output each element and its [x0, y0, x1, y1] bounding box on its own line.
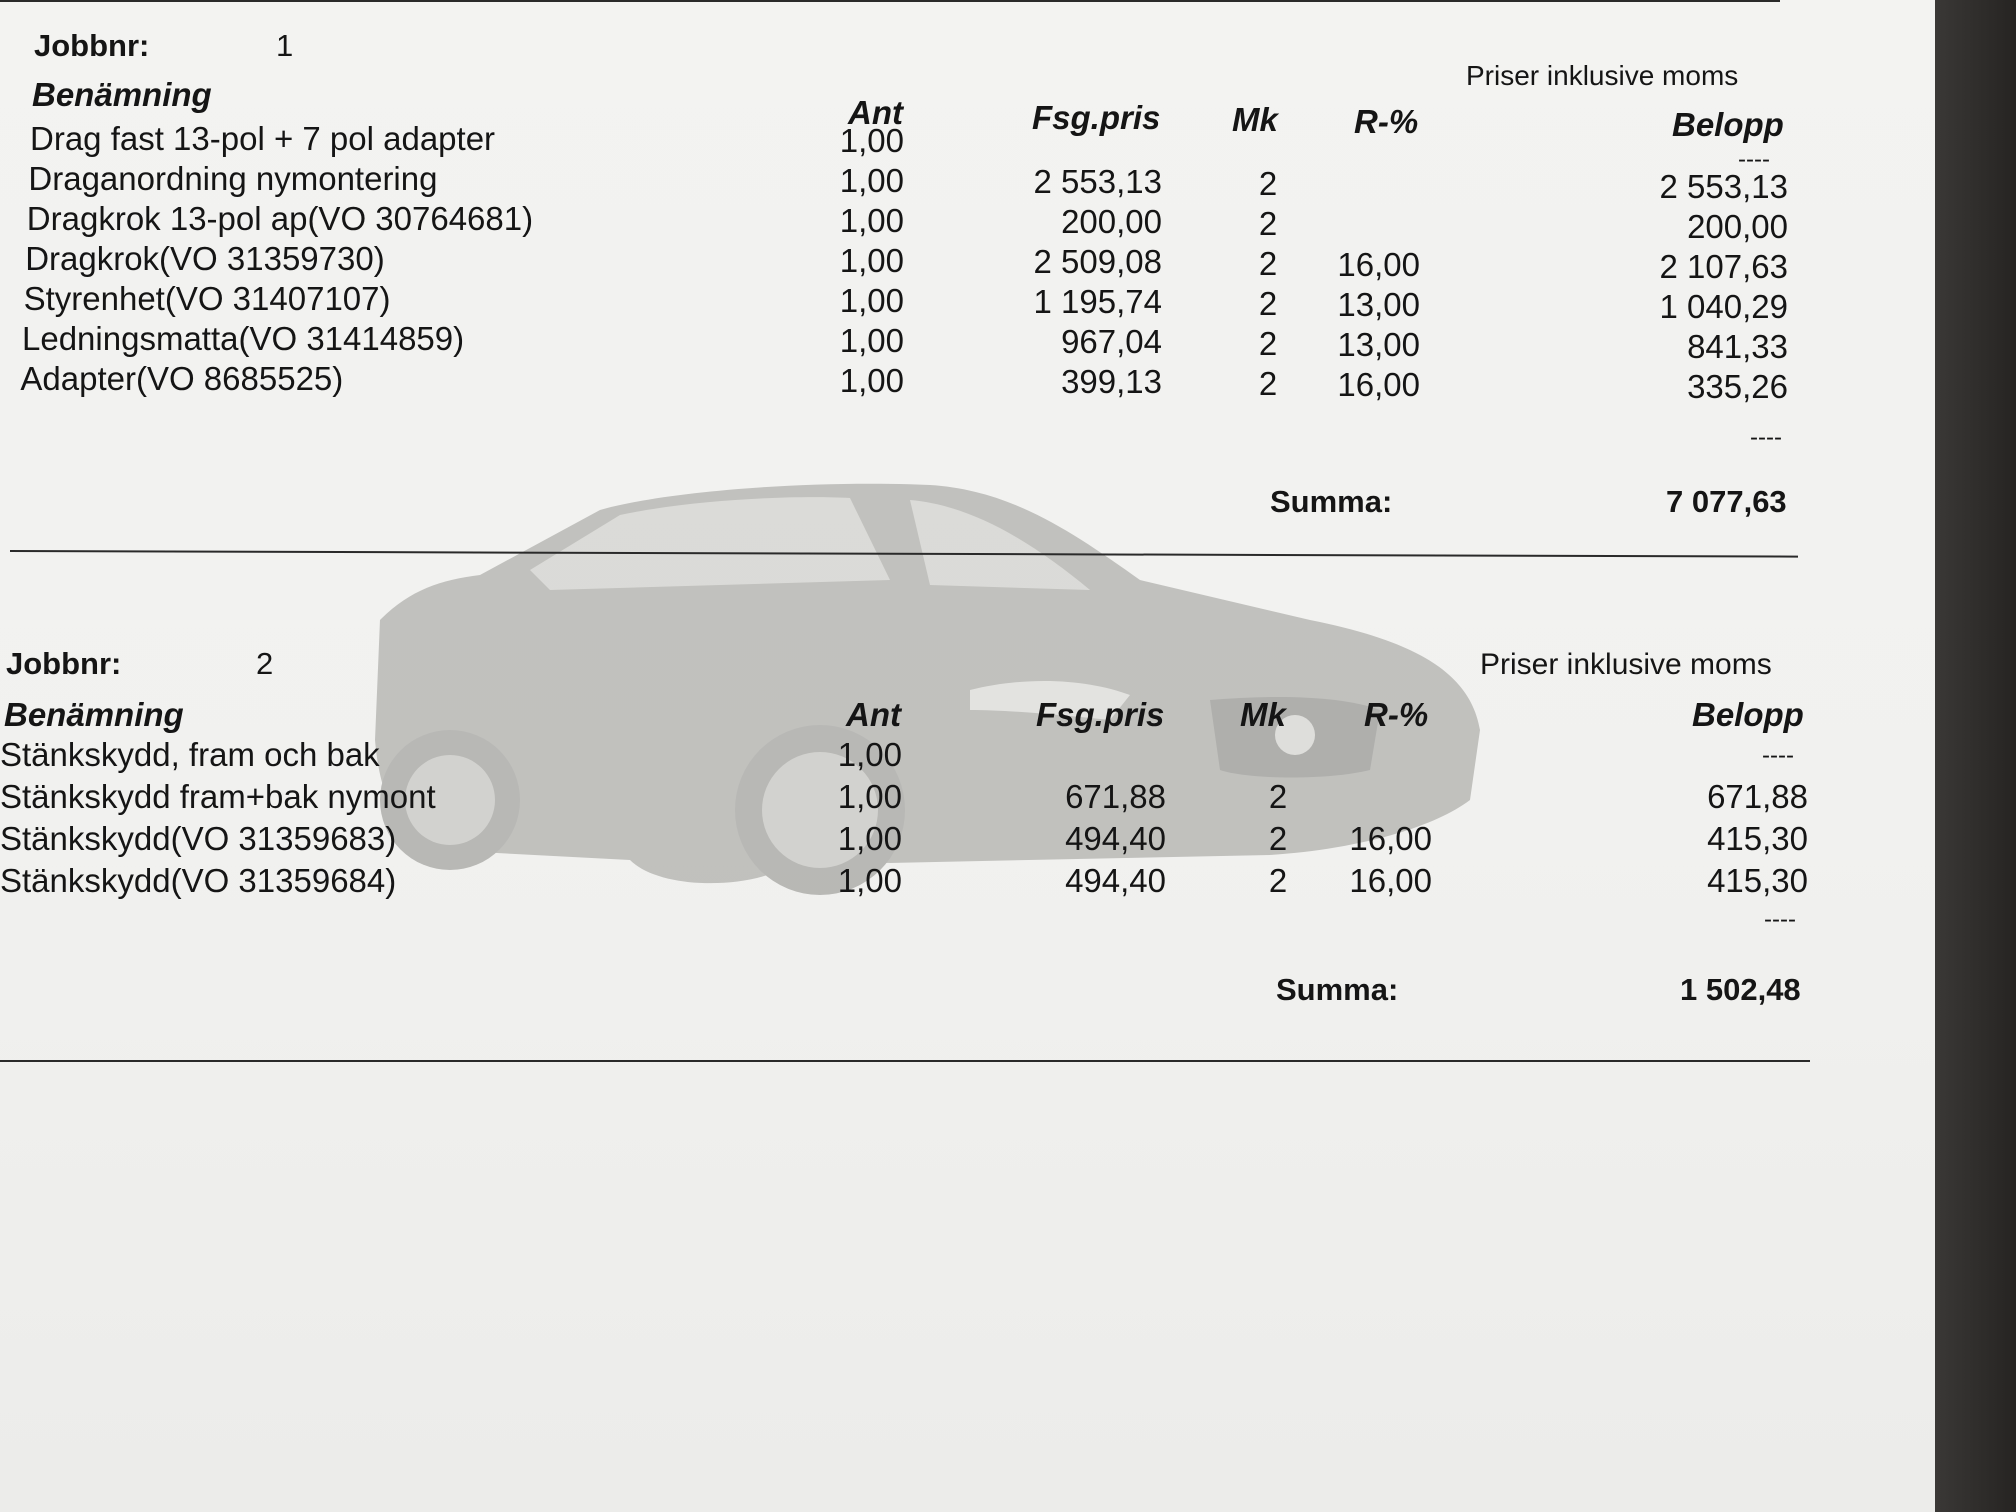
job2-price-note: Priser inklusive moms — [1480, 648, 1772, 681]
item-name: Stänkskydd(VO 31359683) — [0, 820, 397, 857]
top-rule — [0, 0, 1780, 2]
item-name: Dragkrok(VO 31359730) — [25, 240, 385, 277]
item-belopp: 415,30 — [1707, 820, 1808, 857]
item-name: Adapter(VO 8685525) — [20, 360, 344, 397]
job1-header-benamning: Benämning — [32, 76, 212, 113]
job2-summa-label: Summa: — [1276, 972, 1399, 1007]
job1-header-fsg-pris: Fsg.pris — [1032, 99, 1161, 136]
job1-header-r-pct: R-% — [1354, 103, 1419, 140]
item-belopp: 2 107,63 — [1659, 247, 1788, 285]
background-table-edge — [1935, 0, 2016, 1512]
item-belopp: 415,30 — [1707, 862, 1808, 899]
item-mk: 2 — [1258, 324, 1278, 362]
item-name: Drag fast 13-pol + 7 pol adapter — [30, 120, 496, 157]
item-fsg-pris: 2 553,13 — [1033, 163, 1162, 200]
item-r-pct: 16,00 — [1349, 862, 1432, 899]
item-mk: 2 — [1268, 820, 1288, 857]
item-mk: 2 — [1258, 284, 1278, 322]
job1-summa-value: 7 077,63 — [1666, 484, 1787, 519]
job1-price-note: Priser inklusive moms — [1466, 60, 1739, 91]
job2-summa-value: 1 502,48 — [1680, 972, 1801, 1007]
item-belopp: 841,33 — [1687, 327, 1788, 365]
job2-header-belopp: Belopp — [1692, 696, 1804, 733]
item-mk: 2 — [1258, 164, 1278, 202]
item-belopp: 200,00 — [1687, 207, 1788, 245]
item-ant: 1,00 — [839, 361, 904, 399]
item-ant: 1,00 — [837, 778, 902, 815]
item-mk: 2 — [1268, 778, 1288, 815]
item-name: Styrenhet(VO 31407107) — [23, 280, 391, 317]
job2-jobbnr-label: Jobbnr: — [6, 646, 122, 681]
item-fsg-pris: 967,04 — [1061, 323, 1162, 360]
item-r-pct: 13,00 — [1337, 326, 1420, 363]
item-r-pct: 16,00 — [1349, 820, 1432, 857]
item-fsg-pris: 200,00 — [1061, 203, 1162, 240]
job1-total-dash: ---- — [1750, 424, 1782, 451]
item-ant: 1,00 — [839, 281, 904, 319]
item-belopp: 1 040,29 — [1659, 287, 1788, 325]
job1-summa-label: Summa: — [1270, 484, 1393, 519]
item-fsg-pris: 1 195,74 — [1033, 283, 1162, 320]
job1-header-ant: Ant — [848, 94, 903, 131]
item-fsg-pris: 2 509,08 — [1033, 243, 1162, 280]
job1-belopp-dash: ---- — [1738, 146, 1770, 173]
job1-header-mk: Mk — [1232, 101, 1278, 138]
item-fsg-pris: 671,88 — [1065, 778, 1166, 815]
job1-jobbnr-label: Jobbnr: — [34, 28, 150, 63]
item-mk: 2 — [1258, 364, 1278, 402]
item-fsg-pris: 399,13 — [1061, 363, 1162, 400]
item-r-pct: 16,00 — [1337, 366, 1420, 403]
item-mk: 2 — [1258, 204, 1278, 242]
item-name: Stänkskydd(VO 31359684) — [0, 862, 397, 899]
item-ant: 1,00 — [839, 241, 904, 279]
item-fsg-pris: 494,40 — [1065, 820, 1166, 857]
item-name: Stänkskydd, fram och bak — [0, 736, 380, 773]
item-ant: 1,00 — [837, 736, 902, 773]
item-belopp: 335,26 — [1687, 367, 1788, 405]
job2-belopp-dash: ---- — [1762, 742, 1794, 769]
item-name: Draganordning nymontering — [28, 160, 438, 197]
item-fsg-pris: 494,40 — [1065, 862, 1166, 899]
item-ant: 1,00 — [839, 121, 904, 159]
item-ant: 1,00 — [837, 820, 902, 857]
item-r-pct: 13,00 — [1337, 286, 1420, 323]
item-mk: 2 — [1268, 862, 1288, 899]
item-name: Stänkskydd fram+bak nymont — [0, 778, 436, 815]
job2-header-mk: Mk — [1240, 696, 1286, 733]
job2-header-r-pct: R-% — [1364, 696, 1429, 733]
item-name: Dragkrok 13-pol ap(VO 30764681) — [26, 200, 534, 237]
item-name: Ledningsmatta(VO 31414859) — [22, 320, 465, 357]
item-ant: 1,00 — [839, 161, 904, 199]
item-belopp: 671,88 — [1707, 778, 1808, 815]
job2-header-benamning: Benämning — [4, 696, 184, 733]
job2-total-dash: ---- — [1764, 906, 1796, 933]
job2-separator-rule — [0, 1060, 1810, 1062]
job1-header-belopp: Belopp — [1672, 106, 1784, 143]
item-ant: 1,00 — [839, 201, 904, 239]
item-belopp: 2 553,13 — [1659, 167, 1788, 205]
job2-header-fsg-pris: Fsg.pris — [1036, 696, 1165, 733]
item-r-pct: 16,00 — [1337, 246, 1420, 283]
item-ant: 1,00 — [839, 321, 904, 359]
job1-jobbnr-value: 1 — [276, 28, 294, 63]
job2-jobbnr-value: 2 — [256, 646, 274, 681]
item-ant: 1,00 — [837, 862, 902, 899]
item-mk: 2 — [1258, 244, 1278, 282]
job2-header-ant: Ant — [846, 696, 901, 733]
